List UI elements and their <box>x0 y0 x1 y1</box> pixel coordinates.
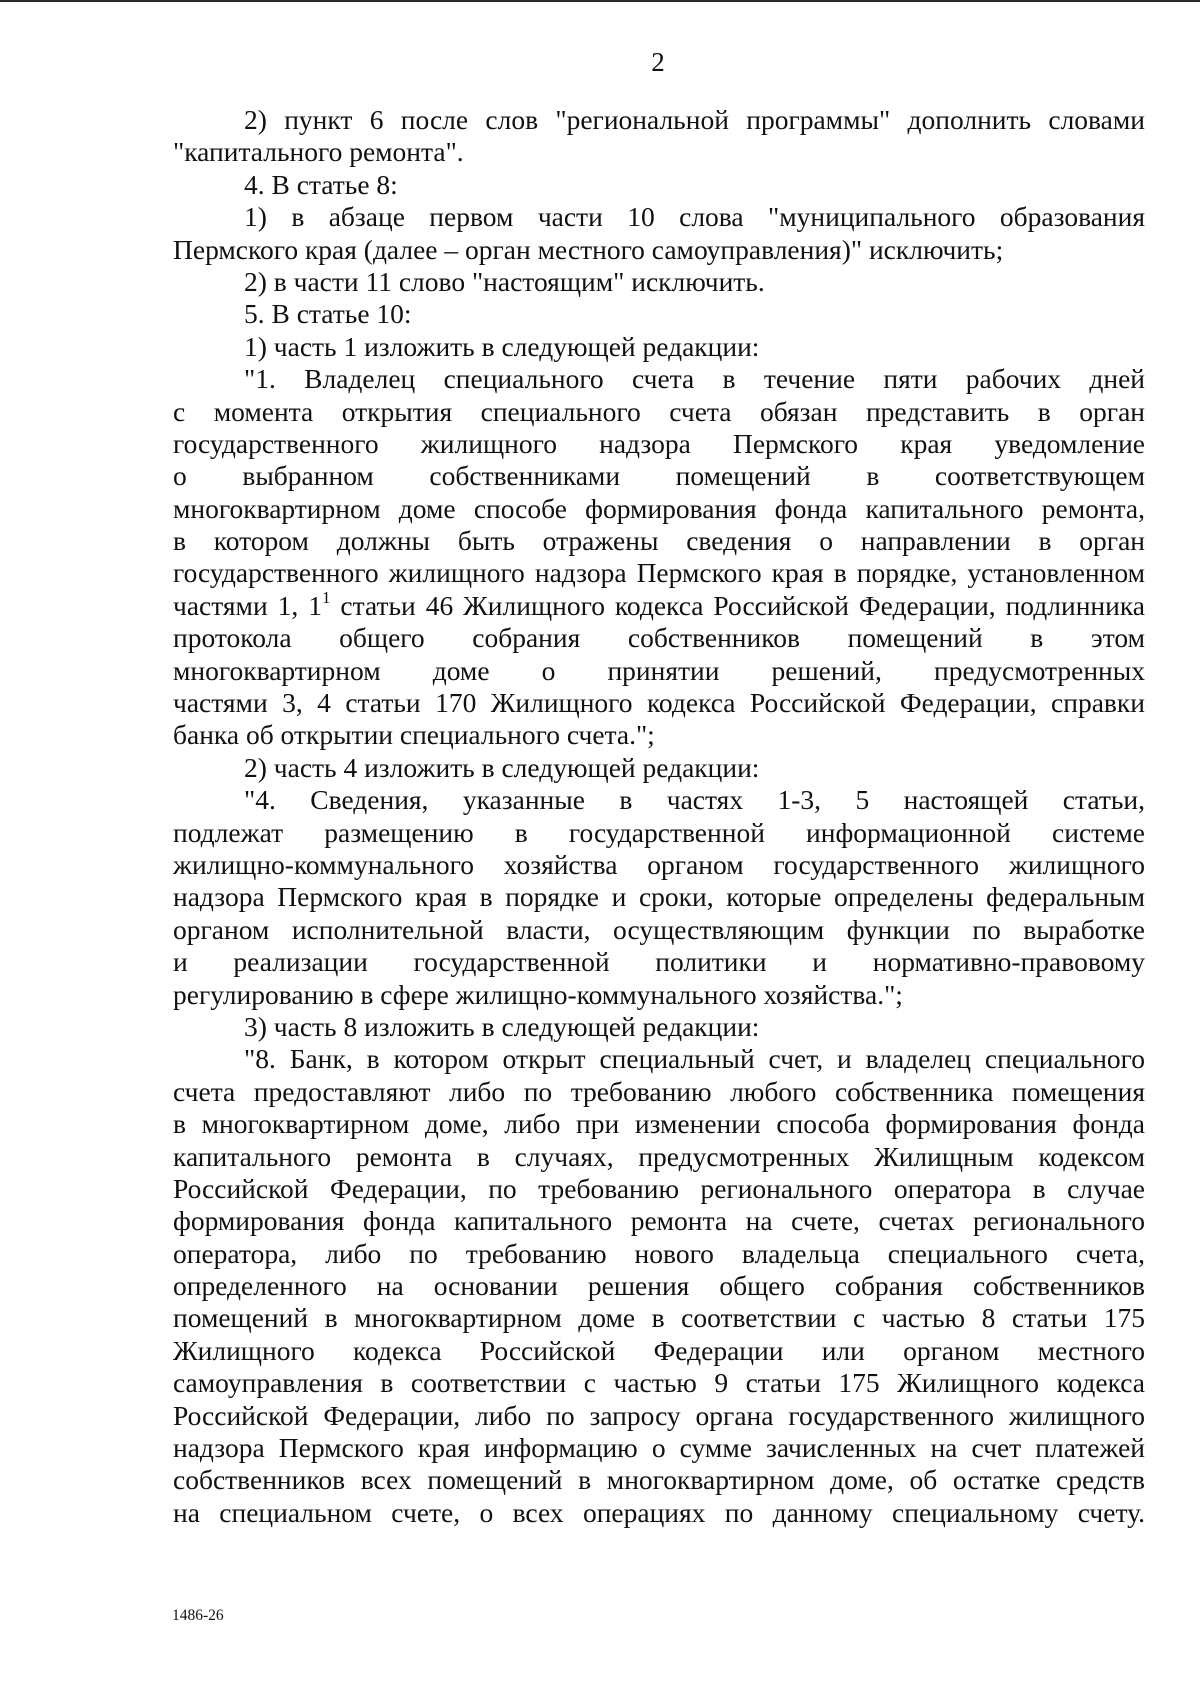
text-line <box>173 979 1145 1011</box>
text-line <box>173 1043 1145 1075</box>
text-line <box>173 525 1145 557</box>
line-text: 2) пункт 6 после слов "региональной программы" дополнить словами <box>244 104 1145 135</box>
text-line <box>173 1464 1145 1496</box>
page-number: 2 <box>651 47 665 77</box>
line-text: определенного на основании решения общего собрания собственников <box>173 1270 1145 1302</box>
line-text: "8. Банк, в котором открыт специальный счет, и владелец специального <box>244 1043 1145 1075</box>
text-line <box>173 1238 1145 1270</box>
line-text: с момента открытия специального счета обязан представить в орган <box>173 395 1145 427</box>
text-line <box>173 752 1145 784</box>
text-line <box>173 849 1145 881</box>
line-text: 1) в абзаце первом части 10 слова "муниципального образования <box>244 201 1145 233</box>
text-line <box>173 363 1145 395</box>
line-text: 2) часть 4 изложить в следующей редакции: <box>244 751 760 783</box>
text-line <box>173 784 1145 816</box>
line-text: 3) часть 8 изложить в следующей редакции: <box>244 1010 760 1042</box>
line-text: самоуправления в соответствии с частью 9 статьи 175 Жилищного кодекса <box>173 1367 1145 1399</box>
text-line <box>173 1011 1145 1043</box>
text-line <box>173 1205 1145 1237</box>
line-text: протокола общего собрания собственников помещений в этом <box>173 622 1145 654</box>
footer-document-code: 1486-26 <box>172 1607 224 1624</box>
line-text: Жилищного кодекса Российской Федерации или органом местного <box>173 1334 1145 1366</box>
text-line <box>173 1173 1145 1205</box>
line-text: многоквартирном доме о принятии решений, предусмотренных <box>173 654 1145 686</box>
line-text: "1. Владелец специального счета в течение пяти рабочих дней <box>244 363 1145 395</box>
line-text: жилищно-коммунального хозяйства органом государственного жилищного <box>173 848 1145 880</box>
line-text: помещений в многоквартирном доме в соответствии с частью 8 статьи 175 <box>173 1302 1145 1334</box>
line-text: о выбранном собственниками помещений в соответствующем <box>173 460 1145 492</box>
text-line <box>173 946 1145 978</box>
line-text: и реализации государственной политики и нормативно-правовому <box>173 946 1145 978</box>
line-text: надзора Пермского края информацию о сумме зачисленных на счет платежей <box>173 1432 1145 1464</box>
line-text: в котором должны быть отражены сведения о направлении в орган <box>173 525 1145 557</box>
line-text: регулированию в сфере жилищно-коммунального хозяйства."; <box>173 978 903 1010</box>
text-line <box>173 817 1145 849</box>
text-line <box>173 1076 1145 1108</box>
text-line <box>173 104 1145 136</box>
line-text: капитального ремонта в случаях, предусмотренных Жилищным кодексом <box>173 1140 1145 1172</box>
text-line <box>173 1432 1145 1464</box>
text-line <box>173 914 1145 946</box>
superscript: 1 <box>321 589 331 607</box>
document-body <box>173 104 1145 1529</box>
text-line <box>173 1367 1145 1399</box>
line-text: на специальном счете, о всех операциях по данному специальному счету. <box>173 1496 1145 1528</box>
text-line <box>173 590 1145 622</box>
text-line <box>173 557 1145 589</box>
line-text: многоквартирном доме способе формирования фонда капитального ремонта, <box>173 492 1145 524</box>
line-text: "капитального ремонта". <box>173 136 464 168</box>
line-text: "4. Сведения, указанные в частях 1-3, 5 настоящей статьи, <box>244 784 1145 816</box>
text-line <box>173 1497 1145 1529</box>
line-text: счета предоставляют либо по требованию любого собственника помещения <box>173 1075 1145 1107</box>
line-text-continuation: статьи 46 Жилищного кодекса Российской Федерации, подлинника <box>330 589 1145 621</box>
text-line <box>173 1400 1145 1432</box>
line-text: Российской Федерации, по требованию регионального оператора в случае <box>173 1172 1145 1204</box>
text-line <box>173 201 1145 233</box>
text-line <box>173 622 1145 654</box>
line-text: частями 3, 4 статьи 170 Жилищного кодекса Российской Федерации, справки <box>173 687 1145 719</box>
scan-top-edge <box>0 0 1200 2</box>
text-line <box>173 266 1145 298</box>
text-line <box>173 1302 1145 1334</box>
text-line <box>173 1141 1145 1173</box>
text-line <box>173 396 1145 428</box>
line-text: банка об открытии специального счета."; <box>173 719 655 751</box>
text-line <box>173 428 1145 460</box>
line-text: подлежат размещению в государственной информационной системе <box>173 816 1145 848</box>
text-line <box>173 1108 1145 1140</box>
text-line <box>173 655 1145 687</box>
line-text: 2) в части 11 слово "настоящим" исключить. <box>244 265 765 297</box>
line-text: 5. В статье 10: <box>244 298 412 330</box>
text-line <box>173 234 1145 266</box>
text-line <box>173 136 1145 168</box>
line-text: оператора, либо по требованию нового владельца специального счета, <box>173 1237 1145 1269</box>
text-line <box>173 1335 1145 1367</box>
line-text: Российской Федерации, либо по запросу органа государственного жилищного <box>173 1399 1145 1431</box>
line-text: государственного жилищного надзора Пермского края уведомление <box>173 427 1145 459</box>
line-text: 4. В статье 8: <box>244 168 398 200</box>
line-text: формирования фонда капитального ремонта на счете, счетах регионального <box>173 1205 1145 1237</box>
line-text: надзора Пермского края в порядке и сроки, которые определены федеральным <box>173 881 1145 913</box>
line-text: органом исполнительной власти, осуществляющим функции по выработке <box>173 913 1145 945</box>
text-line <box>173 1270 1145 1302</box>
text-line <box>173 493 1145 525</box>
line-text: в многоквартирном доме, либо при изменении способа формирования фонда <box>173 1108 1145 1140</box>
line-text: Пермского края (далее – орган местного самоуправления)" исключить; <box>173 233 1004 265</box>
line-text: частями 1, 1 <box>173 589 322 621</box>
text-line <box>173 719 1145 751</box>
text-line <box>173 298 1145 330</box>
text-line <box>173 460 1145 492</box>
text-line <box>173 331 1145 363</box>
line-text: 1) часть 1 изложить в следующей редакции: <box>244 330 760 362</box>
line-text: государственного жилищного надзора Пермского края в порядке, установленном <box>173 557 1145 589</box>
line-text: собственников всех помещений в многоквартирном доме, об остатке средств <box>173 1464 1145 1496</box>
text-line <box>173 687 1145 719</box>
text-line <box>173 881 1145 913</box>
text-line <box>173 169 1145 201</box>
